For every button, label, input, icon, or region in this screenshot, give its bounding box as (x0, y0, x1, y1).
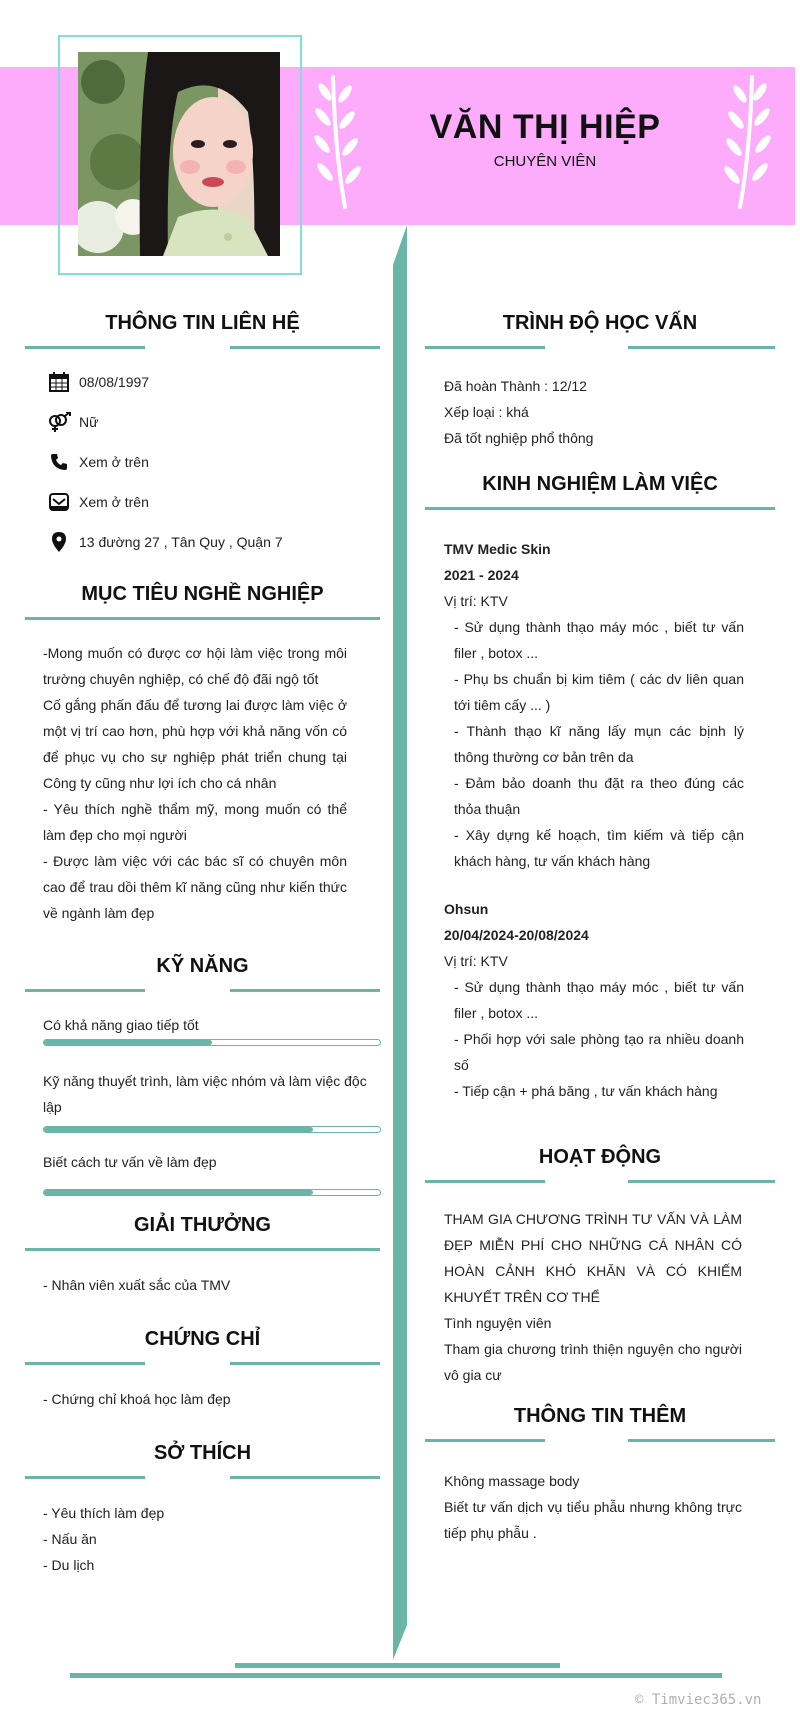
skill-bar (43, 1126, 381, 1133)
heading-rule (230, 989, 380, 992)
heading-rule (230, 1362, 380, 1365)
hobbies-heading: SỞ THÍCH (153, 1442, 252, 1464)
additional-heading: THÔNG TIN THÊM (513, 1405, 687, 1427)
skill-bar (43, 1039, 381, 1046)
heading-rule (25, 617, 380, 620)
footer-rule (70, 1673, 722, 1678)
phone-icon (47, 451, 71, 473)
awards-heading: GIẢI THƯỞNG (134, 1214, 271, 1236)
education-line: Xếp loại : khá (444, 404, 529, 420)
additional-line: Biết tư vấn dịch vụ tiểu phẫu nhưng không trực tiếp phụ phẫu . (444, 1499, 742, 1541)
activity-line: Tham gia chương trình thiện nguyện cho người vô gia cư (444, 1341, 742, 1383)
contact-phone-text: Xem ở trên (79, 454, 149, 470)
job-position: Vị trí: KTV (444, 593, 508, 609)
activities-heading: HOẠT ĐỘNG (538, 1146, 662, 1168)
candidate-title: CHUYÊN VIÊN (493, 153, 597, 170)
heading-rule (628, 1180, 775, 1183)
hobby-item: - Yêu thích làm đẹp (43, 1505, 165, 1521)
watermark: © Timviec365.vn (635, 1692, 762, 1708)
job-duty: - Phụ bs chuẩn bị kim tiêm ( các dv liên quan tới tiêm cấy ... ) (454, 671, 744, 713)
job-duty: - Phối hợp với sale phòng tạo ra nhiều doanh số (454, 1031, 744, 1073)
heading-rule (425, 1439, 545, 1442)
job-duty: - Xây dựng kế hoạch, tìm kiếm và tiếp cận khách hàng, tư vấn khách hàng (454, 827, 744, 869)
contact-gender (47, 410, 377, 434)
objective-paragraph: - Được làm việc với các bác sĩ có chuyên môn cao để trau dồi thêm kĩ năng cũng như kiến thức về ngành làm đẹp (43, 853, 347, 921)
objective-heading: MỤC TIÊU NGHỀ NGHIỆP (81, 583, 324, 605)
job-duty: - Đảm bảo doanh thu đặt ra theo đúng các thỏa thuận (454, 775, 744, 817)
objective-paragraph: - Yêu thích nghề thẩm mỹ, mong muốn có thể làm đẹp cho mọi người (43, 801, 347, 843)
heading-rule (628, 1439, 775, 1442)
heading-rule (25, 1362, 145, 1365)
job-company: TMV Medic Skin (444, 541, 551, 557)
location-pin-icon (47, 531, 71, 553)
gender-icon (47, 411, 71, 433)
heading-rule (25, 989, 145, 992)
heading-rule (230, 1476, 380, 1479)
email-icon (47, 491, 71, 513)
heading-rule (425, 1180, 545, 1183)
contact-gender-text: Nữ (79, 414, 99, 430)
certificates-heading: CHỨNG CHỈ (144, 1328, 261, 1350)
contact-address-text: 13 đường 27 , Tân Quy , Quận 7 (79, 534, 283, 550)
award-item: - Nhân viên xuất sắc của TMV (43, 1277, 231, 1293)
job-entry (444, 536, 744, 874)
contact-birthdate (47, 370, 377, 394)
leaf-branch-icon (720, 72, 780, 212)
contact-phone (47, 450, 377, 474)
heading-rule (25, 346, 145, 349)
activity-line: THAM GIA CHƯƠNG TRÌNH TƯ VẤN VÀ LÀM ĐẸP MIỄN PHÍ CHO NHỮNG CÁ NHÂN CÓ HOÀN CẢNH KHÓ KHĂN VÀ CÓ KHIẾM KHUYẾT TRÊN CƠ THỂ (444, 1211, 742, 1305)
additional-text (444, 1468, 742, 1546)
contact-list (47, 370, 377, 554)
certificate-item: - Chứng chỉ khoá học làm đẹp (43, 1391, 231, 1407)
contact-address (47, 530, 377, 554)
heading-rule (25, 1476, 145, 1479)
contact-birthdate-text: 08/08/1997 (79, 374, 150, 390)
education-heading: TRÌNH ĐỘ HỌC VẤN (502, 312, 698, 334)
job-duties (444, 974, 744, 1104)
job-period: 2021 - 2024 (444, 567, 519, 583)
column-divider (385, 225, 410, 1665)
heading-rule (425, 346, 545, 349)
job-position: Vị trí: KTV (444, 953, 508, 969)
additional-line: Không massage body (444, 1473, 580, 1489)
objective-paragraph: -Mong muốn có được cơ hội làm việc trong môi trường chuyên nghiệp, có chế độ đãi ngộ tốt (43, 645, 347, 687)
skill-item: Biết cách tư vấn về làm đẹp (43, 1154, 217, 1170)
job-company: Ohsun (444, 901, 489, 917)
contact-email (47, 490, 377, 514)
objective-paragraph: Cố gắng phấn đấu để tương lai được làm việc ở một vị trí cao hơn, phù hợp với khả năng vốn có để phục vụ cho sự nghiệp phát triển chung tại Công ty cũng như lợi ích cho cá nhân (43, 697, 347, 791)
skill-bar-fill (44, 1040, 212, 1045)
activities-text (444, 1206, 742, 1388)
skills-heading: KỸ NĂNG (156, 955, 249, 977)
heading-rule (25, 1248, 380, 1251)
leaf-branch-icon (305, 72, 365, 212)
heading-rule (230, 346, 380, 349)
contact-email-text: Xem ở trên (79, 494, 149, 510)
hobbies-list (43, 1500, 373, 1578)
education-line: Đã hoàn Thành : 12/12 (444, 378, 587, 394)
job-duty: - Tiếp cận + phá băng , tư vấn khách hàng (454, 1083, 718, 1099)
calendar-icon (47, 371, 71, 393)
skill-bar (43, 1189, 381, 1196)
job-duty: - Sử dụng thành thạo máy móc , biết tư vấn filer , botox ... (454, 979, 744, 1021)
experience-heading: KINH NGHIỆM LÀM VIỆC (482, 473, 718, 495)
footer-rule (235, 1663, 560, 1668)
profile-photo (78, 52, 280, 256)
education-details (444, 373, 744, 451)
job-duty: - Thành thạo kĩ năng lấy mụn các bịnh lý thông thường cơ bản trên da (454, 723, 744, 765)
education-line: Đã tốt nghiệp phổ thông (444, 430, 594, 446)
skill-bar-fill (44, 1127, 313, 1132)
job-period: 20/04/2024-20/08/2024 (444, 927, 589, 943)
activity-line: Tình nguyện viên (444, 1315, 552, 1331)
objective-text (43, 640, 347, 926)
heading-rule (628, 346, 775, 349)
job-entry (444, 896, 744, 1104)
heading-rule (425, 507, 775, 510)
candidate-name: VĂN THỊ HIỆP (429, 108, 661, 146)
skill-bar-fill (44, 1190, 313, 1195)
job-duty: - Sử dụng thành thạo máy móc , biết tư vấn filer , botox ... (454, 619, 744, 661)
hobby-item: - Du lịch (43, 1557, 95, 1573)
job-duties (444, 614, 744, 874)
contact-heading: THÔNG TIN LIÊN HỆ (105, 312, 300, 334)
skill-item: Kỹ năng thuyết trình, làm việc nhóm và làm việc độc lập (43, 1073, 367, 1115)
skill-item: Có khả năng giao tiếp tốt (43, 1017, 199, 1033)
hobby-item: - Nấu ăn (43, 1531, 97, 1547)
